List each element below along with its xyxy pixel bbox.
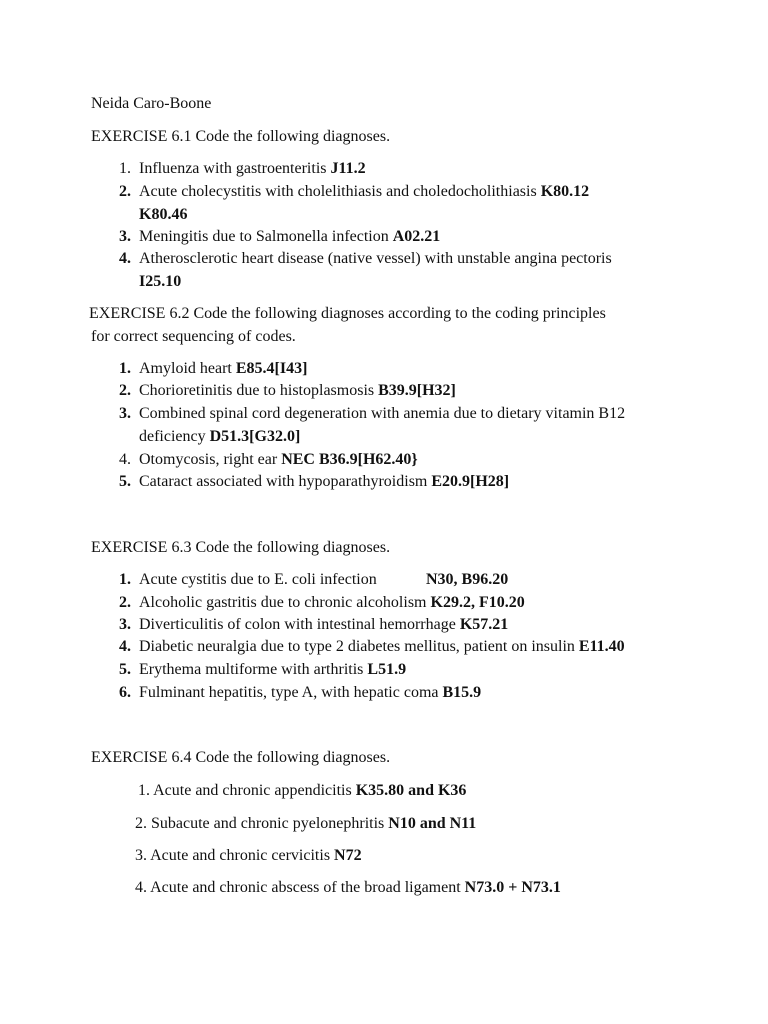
ex2-item-1-code: E85.4[I43]: [235, 360, 308, 377]
ex1-item-2-number: 2.: [119, 183, 131, 200]
ex1-item-2-code: K80.12: [540, 183, 590, 200]
ex3-item-4-code: E11.40: [578, 638, 625, 655]
ex2-item-2-number: 2.: [119, 382, 131, 399]
ex4-item-1: 1. Acute and chronic appendicitis K35.80 and K36: [138, 782, 467, 799]
ex1-item-3: Meningitis due to Salmonella infection A02.21: [139, 228, 441, 245]
ex3-item-6-code: B15.9: [442, 684, 482, 701]
ex2-item-4-code: NEC B36.9[H62.40}: [281, 451, 418, 468]
ex3-item-1: Acute cystitis due to E. coli infection: [139, 571, 377, 588]
ex2-item-1-number: 1.: [119, 360, 131, 377]
exercise-6-2-heading: EXERCISE 6.2 Code the following diagnoses according to the coding principles: [89, 305, 606, 322]
ex3-item-2: Alcoholic gastritis due to chronic alcoholism K29.2, F10.20: [139, 594, 525, 611]
ex2-item-3-number: 3.: [119, 405, 131, 422]
exercise-6-4-heading: EXERCISE 6.4 Code the following diagnoses.: [91, 749, 391, 766]
ex1-item-1: Influenza with gastroenteritis J11.2: [139, 160, 366, 177]
ex2-item-5: Cataract associated with hypoparathyroidism E20.9[H28]: [139, 473, 510, 490]
ex4-item-3: 3. Acute and chronic cervicitis N72: [135, 847, 362, 864]
ex1-item-3-code: A02.21: [392, 228, 441, 245]
ex4-item-1-code: K35.80 and K36: [355, 782, 467, 799]
ex3-item-6-number: 6.: [119, 684, 131, 701]
exercise-6-1-heading: EXERCISE 6.1 Code the following diagnoses.: [91, 128, 391, 145]
ex1-item-1-code: J11.2: [330, 160, 366, 177]
ex1-item-3-number: 3.: [119, 228, 131, 245]
ex1-item-2: Acute cholecystitis with cholelithiasis and choledocholithiasis K80.12: [139, 183, 590, 200]
ex3-item-6: Fulminant hepatitis, type A, with hepatic coma B15.9: [139, 684, 482, 701]
ex1-item-4-number: 4.: [119, 250, 131, 267]
ex2-item-3: Combined spinal cord degeneration with anemia due to dietary vitamin B12: [139, 405, 626, 422]
exercise-6-2-heading-continued: for correct sequencing of codes.: [91, 328, 296, 345]
ex2-item-3-continued: deficiency D51.3[G32.0]: [139, 428, 301, 445]
ex1-item-2-code-continued: K80.46: [139, 206, 188, 223]
ex3-item-4: Diabetic neuralgia due to type 2 diabetes mellitus, patient on insulin E11.40: [139, 638, 625, 655]
ex3-item-3-code: K57.21: [459, 616, 509, 633]
ex4-item-4: 4. Acute and chronic abscess of the broad ligament N73.0 + N73.1: [135, 879, 561, 896]
ex2-item-4: Otomycosis, right ear NEC B36.9[H62.40}: [139, 451, 418, 468]
ex1-item-4: Atherosclerotic heart disease (native vessel) with unstable angina pectoris: [139, 250, 612, 267]
ex2-item-1: Amyloid heart E85.4[I43]: [139, 360, 308, 377]
ex3-item-2-number: 2.: [119, 594, 131, 611]
author-name: Neida Caro-Boone: [91, 95, 212, 112]
ex2-item-5-number: 5.: [119, 473, 131, 490]
ex4-item-2-code: N10 and N11: [388, 815, 477, 832]
ex2-item-4-number: 4.: [119, 451, 131, 468]
ex4-item-3-code: N72: [334, 847, 362, 864]
ex2-item-2-code: B39.9[H32]: [378, 382, 456, 399]
ex3-item-1-number: 1.: [119, 571, 131, 588]
ex3-item-3-number: 3.: [119, 616, 131, 633]
exercise-6-3-heading: EXERCISE 6.3 Code the following diagnoses.: [91, 539, 391, 556]
ex1-item-4-code: I25.10: [139, 273, 182, 290]
ex3-item-4-number: 4.: [119, 638, 131, 655]
ex2-item-5-code: E20.9[H28]: [431, 473, 510, 490]
ex2-item-3-code: D51.3[G32.0]: [209, 428, 301, 445]
ex3-item-1-code: N30, B96.20: [426, 571, 509, 588]
ex3-item-5: Erythema multiforme with arthritis L51.9: [139, 661, 407, 678]
ex4-item-4-code: N73.0 + N73.1: [464, 879, 561, 896]
ex1-item-1-number: 1.: [119, 160, 131, 177]
ex3-item-2-code: K29.2, F10.20: [430, 594, 525, 611]
ex3-item-5-code: L51.9: [367, 661, 407, 678]
ex4-item-2: 2. Subacute and chronic pyelonephritis N10 and N11: [135, 815, 477, 832]
ex3-item-3: Diverticulitis of colon with intestinal hemorrhage K57.21: [139, 616, 509, 633]
ex3-item-5-number: 5.: [119, 661, 131, 678]
ex2-item-2: Chorioretinitis due to histoplasmosis B39.9[H32]: [139, 382, 456, 399]
